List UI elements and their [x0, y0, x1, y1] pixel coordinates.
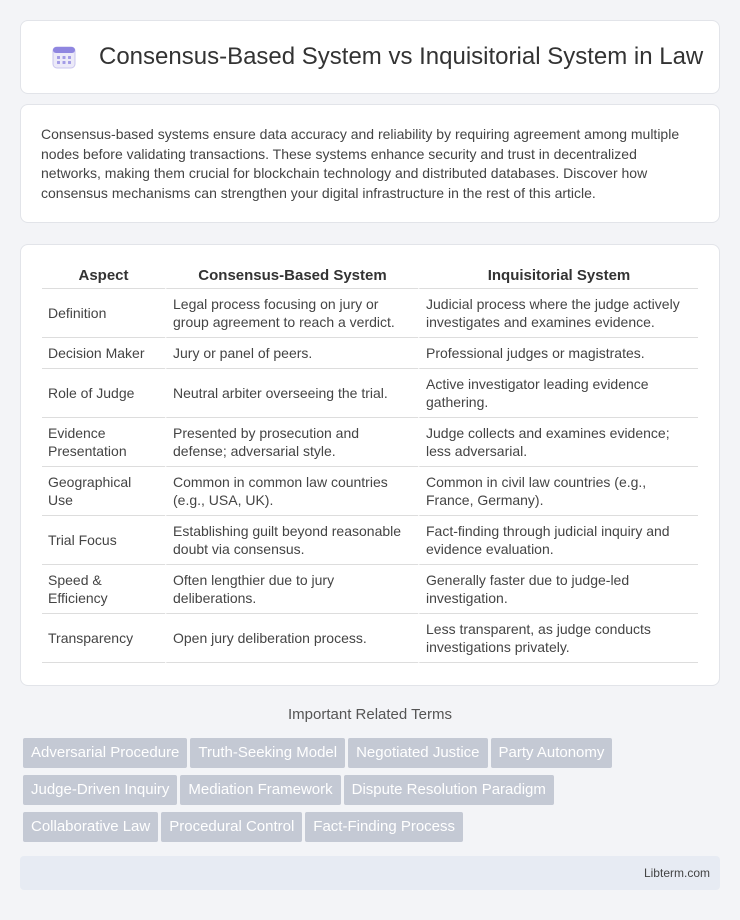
related-term-tag[interactable]: Party Autonomy [491, 738, 613, 768]
page-title: Consensus-Based System vs Inquisitorial System in Law [99, 43, 704, 70]
comparison-card [20, 244, 720, 686]
table-cell: Jury or panel of peers. [165, 338, 418, 369]
column-header: Consensus-Based System [165, 265, 418, 289]
table-cell: Evidence Presentation [42, 418, 165, 467]
table-cell: Trial Focus [42, 516, 165, 565]
table-cell: Judge collects and examines evidence; less adversarial. [418, 418, 698, 467]
related-terms-list [23, 738, 723, 849]
table-cell: Common in common law countries (e.g., USA, UK). [165, 467, 418, 516]
table-cell: Fact-finding through judicial inquiry and evidence evaluation. [418, 516, 698, 565]
table-cell: Often lengthier due to jury deliberations. [165, 565, 418, 614]
table-cell: Geographical Use [42, 467, 165, 516]
table-row [42, 467, 698, 516]
table-cell: Decision Maker [42, 338, 165, 369]
comparison-table [42, 265, 698, 663]
intro-text: Consensus-based systems ensure data accuracy and reliability by requiring agreement among multiple nodes before validating transactions. These systems enhance security and trust in decentralized networks, making them crucial for blockchain technology and distributed databases. Discover how consensus mechanisms can strengthen your digital infrastructure in the rest of this article. [41, 126, 680, 201]
table-row [42, 369, 698, 418]
table-row [42, 565, 698, 614]
table-cell: Professional judges or magistrates. [418, 338, 698, 369]
footer [20, 856, 720, 890]
related-term-tag[interactable]: Procedural Control [161, 812, 302, 842]
related-term-tag[interactable]: Fact-Finding Process [305, 812, 463, 842]
column-header: Aspect [42, 265, 165, 289]
table-cell: Active investigator leading evidence gathering. [418, 369, 698, 418]
table-row [42, 516, 698, 565]
header-card [20, 20, 720, 94]
related-term-tag[interactable]: Mediation Framework [180, 775, 340, 805]
table-row [42, 614, 698, 663]
table-cell: Neutral arbiter overseeing the trial. [165, 369, 418, 418]
footer-site-link[interactable]: Libterm.com [643, 866, 710, 880]
table-header-row [42, 265, 698, 289]
table-cell: Speed & Efficiency [42, 565, 165, 614]
table-row [42, 418, 698, 467]
table-cell: Generally faster due to judge-led investigation. [418, 565, 698, 614]
table-row [42, 289, 698, 338]
table-cell: Open jury deliberation process. [165, 614, 418, 663]
table-row [42, 338, 698, 369]
related-term-tag[interactable]: Adversarial Procedure [23, 738, 187, 768]
calendar-icon [49, 42, 79, 72]
intro-card [20, 104, 720, 223]
table-cell: Common in civil law countries (e.g., France, Germany). [418, 467, 698, 516]
related-term-tag[interactable]: Dispute Resolution Paradigm [344, 775, 554, 805]
table-cell: Transparency [42, 614, 165, 663]
related-term-tag[interactable]: Truth-Seeking Model [190, 738, 345, 768]
table-cell: Judicial process where the judge actively investigates and examines evidence. [418, 289, 698, 338]
table-cell: Establishing guilt beyond reasonable doubt via consensus. [165, 516, 418, 565]
related-term-tag[interactable]: Collaborative Law [23, 812, 158, 842]
related-term-tag[interactable]: Judge-Driven Inquiry [23, 775, 177, 805]
table-cell: Presented by prosecution and defense; adversarial style. [165, 418, 418, 467]
column-header: Inquisitorial System [418, 265, 698, 289]
table-cell: Legal process focusing on jury or group agreement to reach a verdict. [165, 289, 418, 338]
related-term-tag[interactable]: Negotiated Justice [348, 738, 487, 768]
table-cell: Role of Judge [42, 369, 165, 418]
table-cell: Definition [42, 289, 165, 338]
related-terms-title: Important Related Terms [288, 706, 452, 723]
table-cell: Less transparent, as judge conducts investigations privately. [418, 614, 698, 663]
